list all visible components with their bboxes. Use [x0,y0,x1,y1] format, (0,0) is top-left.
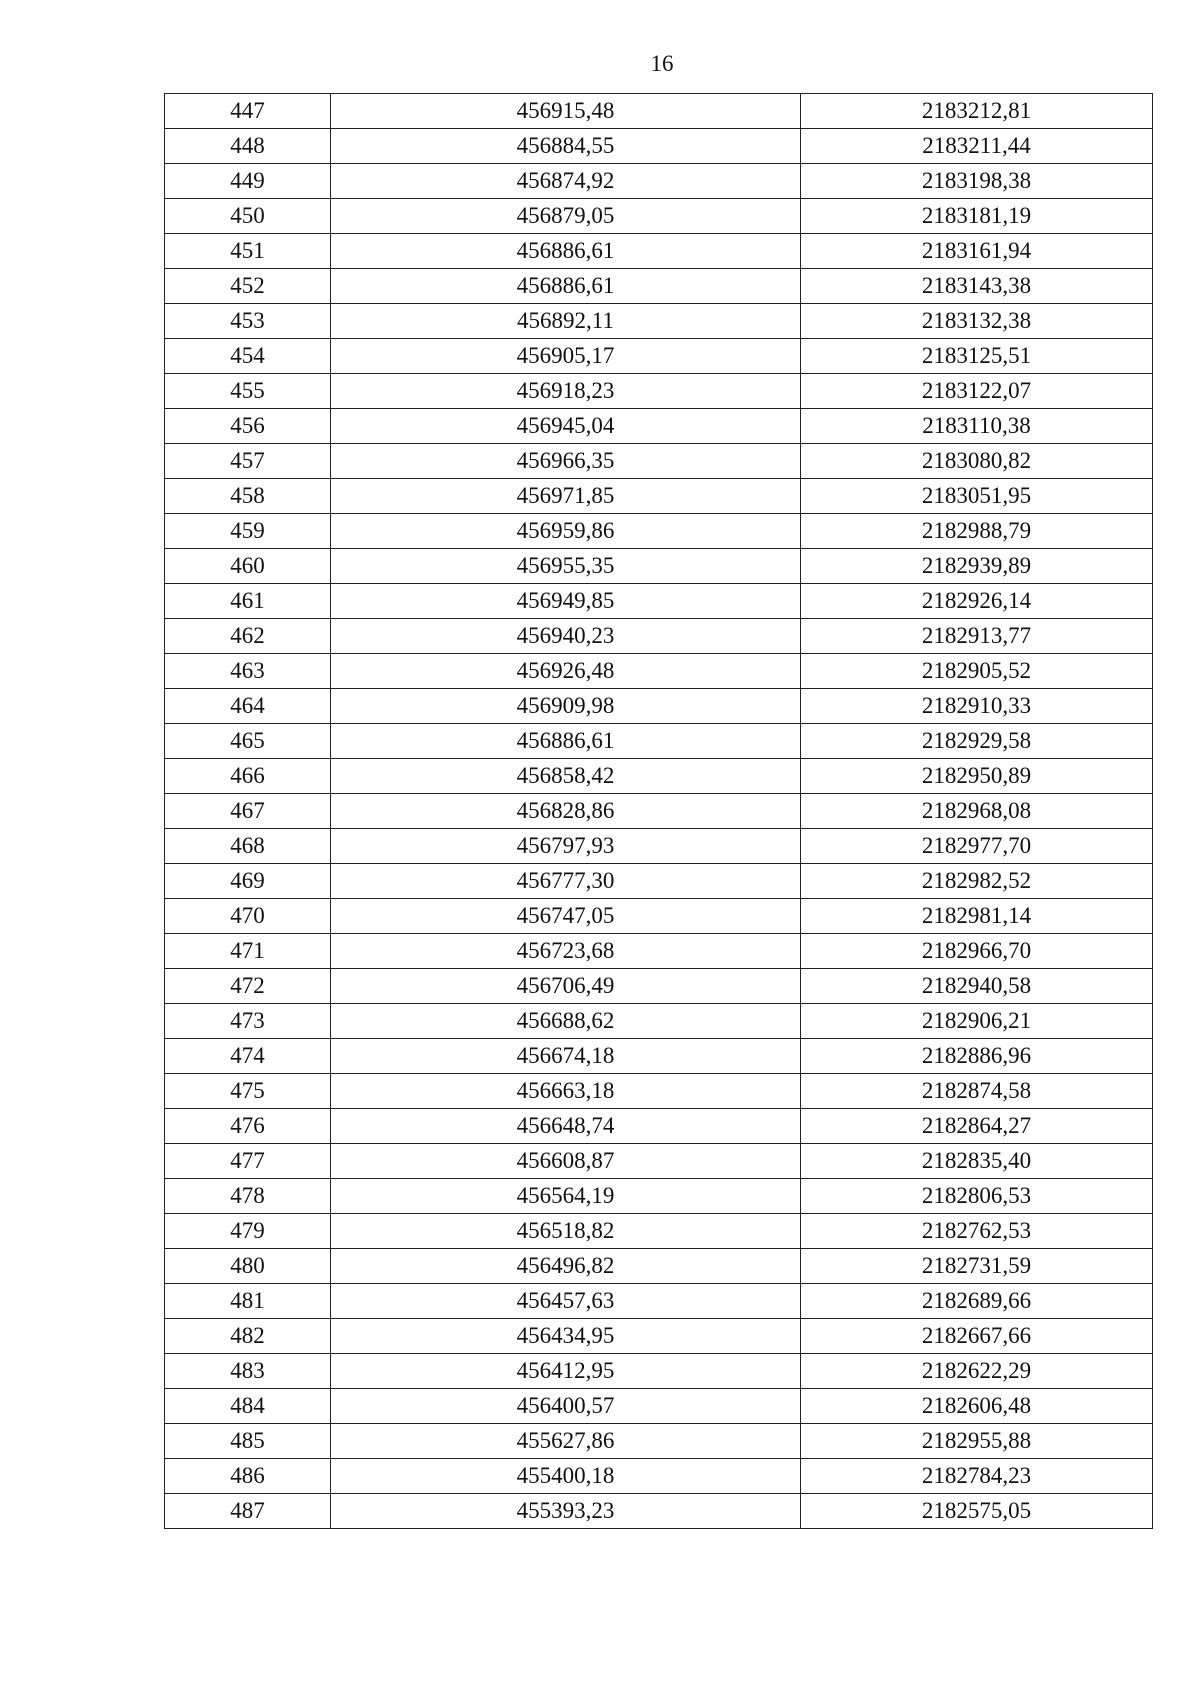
table-row [165,1109,1153,1144]
x-coordinate-cell: 456926,48 [331,654,801,689]
y-coordinate-cell: 2182874,58 [801,1074,1153,1109]
point-number-cell: 465 [165,724,331,759]
point-number-cell: 454 [165,339,331,374]
x-coordinate-cell: 456706,49 [331,969,801,1004]
y-coordinate-cell: 2182955,88 [801,1424,1153,1459]
table-row [165,584,1153,619]
y-coordinate-cell: 2183125,51 [801,339,1153,374]
table-row [165,969,1153,1004]
y-coordinate-cell: 2183211,44 [801,129,1153,164]
point-number-cell: 448 [165,129,331,164]
table-row [165,1214,1153,1249]
x-coordinate-cell: 456400,57 [331,1389,801,1424]
point-number-cell: 476 [165,1109,331,1144]
x-coordinate-cell: 456879,05 [331,199,801,234]
x-coordinate-cell: 456648,74 [331,1109,801,1144]
y-coordinate-cell: 2182939,89 [801,549,1153,584]
point-number-cell: 462 [165,619,331,654]
point-number-cell: 464 [165,689,331,724]
table-row [165,1284,1153,1319]
table-row [165,409,1153,444]
point-number-cell: 461 [165,584,331,619]
point-number-cell: 455 [165,374,331,409]
x-coordinate-cell: 456412,95 [331,1354,801,1389]
table-row [165,689,1153,724]
x-coordinate-cell: 456886,61 [331,724,801,759]
point-number-cell: 453 [165,304,331,339]
point-number-cell: 456 [165,409,331,444]
page-number: 16 [650,51,674,76]
point-number-cell: 485 [165,1424,331,1459]
y-coordinate-cell: 2182575,05 [801,1494,1153,1529]
y-coordinate-cell: 2182864,27 [801,1109,1153,1144]
point-number-cell: 475 [165,1074,331,1109]
table-row [165,514,1153,549]
x-coordinate-cell: 456434,95 [331,1319,801,1354]
table-row [165,654,1153,689]
x-coordinate-cell: 456496,82 [331,1249,801,1284]
table-row [165,549,1153,584]
x-coordinate-cell: 456884,55 [331,129,801,164]
table-row [165,1354,1153,1389]
x-coordinate-cell: 456688,62 [331,1004,801,1039]
y-coordinate-cell: 2183132,38 [801,304,1153,339]
y-coordinate-cell: 2182667,66 [801,1319,1153,1354]
point-number-cell: 452 [165,269,331,304]
y-coordinate-cell: 2182950,89 [801,759,1153,794]
point-number-cell: 473 [165,1004,331,1039]
table-row [165,1179,1153,1214]
y-coordinate-cell: 2182982,52 [801,864,1153,899]
y-coordinate-cell: 2183161,94 [801,234,1153,269]
point-number-cell: 451 [165,234,331,269]
point-number-cell: 474 [165,1039,331,1074]
point-number-cell: 463 [165,654,331,689]
x-coordinate-cell: 455627,86 [331,1424,801,1459]
table-row [165,479,1153,514]
table-row [165,759,1153,794]
point-number-cell: 478 [165,1179,331,1214]
table-row [165,339,1153,374]
table-row [165,1424,1153,1459]
y-coordinate-cell: 2183080,82 [801,444,1153,479]
y-coordinate-cell: 2182906,21 [801,1004,1153,1039]
y-coordinate-cell: 2182926,14 [801,584,1153,619]
table-row [165,1249,1153,1284]
table-row [165,199,1153,234]
y-coordinate-cell: 2183122,07 [801,374,1153,409]
point-number-cell: 480 [165,1249,331,1284]
table-row [165,1494,1153,1529]
point-number-cell: 483 [165,1354,331,1389]
point-number-cell: 459 [165,514,331,549]
table-row [165,269,1153,304]
table-row [165,234,1153,269]
table-row [165,129,1153,164]
x-coordinate-cell: 456905,17 [331,339,801,374]
point-number-cell: 471 [165,934,331,969]
point-number-cell: 468 [165,829,331,864]
y-coordinate-cell: 2182905,52 [801,654,1153,689]
point-number-cell: 470 [165,899,331,934]
y-coordinate-cell: 2183212,81 [801,94,1153,129]
table-row [165,1389,1153,1424]
table-row [165,899,1153,934]
x-coordinate-cell: 456915,48 [331,94,801,129]
x-coordinate-cell: 456892,11 [331,304,801,339]
x-coordinate-cell: 456674,18 [331,1039,801,1074]
y-coordinate-cell: 2182806,53 [801,1179,1153,1214]
table-row [165,794,1153,829]
y-coordinate-cell: 2182606,48 [801,1389,1153,1424]
y-coordinate-cell: 2183110,38 [801,409,1153,444]
point-number-cell: 486 [165,1459,331,1494]
point-number-cell: 482 [165,1319,331,1354]
table-row [165,724,1153,759]
point-number-cell: 466 [165,759,331,794]
x-coordinate-cell: 456777,30 [331,864,801,899]
x-coordinate-cell: 456971,85 [331,479,801,514]
x-coordinate-cell: 456945,04 [331,409,801,444]
y-coordinate-cell: 2182622,29 [801,1354,1153,1389]
y-coordinate-cell: 2182966,70 [801,934,1153,969]
point-number-cell: 472 [165,969,331,1004]
x-coordinate-cell: 456940,23 [331,619,801,654]
x-coordinate-cell: 456918,23 [331,374,801,409]
y-coordinate-cell: 2183143,38 [801,269,1153,304]
x-coordinate-cell: 456858,42 [331,759,801,794]
table-row [165,619,1153,654]
point-number-cell: 484 [165,1389,331,1424]
table-row [165,864,1153,899]
x-coordinate-cell: 456959,86 [331,514,801,549]
x-coordinate-cell: 456949,85 [331,584,801,619]
x-coordinate-cell: 456663,18 [331,1074,801,1109]
x-coordinate-cell: 456966,35 [331,444,801,479]
point-number-cell: 477 [165,1144,331,1179]
table-row [165,444,1153,479]
table-row [165,164,1153,199]
y-coordinate-cell: 2182731,59 [801,1249,1153,1284]
table-row [165,1039,1153,1074]
point-number-cell: 447 [165,94,331,129]
y-coordinate-cell: 2182886,96 [801,1039,1153,1074]
x-coordinate-cell: 456886,61 [331,269,801,304]
table-row [165,94,1153,129]
x-coordinate-cell: 456723,68 [331,934,801,969]
table-row [165,1074,1153,1109]
table-row [165,1319,1153,1354]
y-coordinate-cell: 2182977,70 [801,829,1153,864]
x-coordinate-cell: 456797,93 [331,829,801,864]
y-coordinate-cell: 2183198,38 [801,164,1153,199]
x-coordinate-cell: 455393,23 [331,1494,801,1529]
table-row [165,374,1153,409]
y-coordinate-cell: 2182913,77 [801,619,1153,654]
y-coordinate-cell: 2183181,19 [801,199,1153,234]
x-coordinate-cell: 456886,61 [331,234,801,269]
x-coordinate-cell: 456747,05 [331,899,801,934]
point-number-cell: 479 [165,1214,331,1249]
point-number-cell: 460 [165,549,331,584]
point-number-cell: 449 [165,164,331,199]
coordinates-table [164,93,1153,1529]
point-number-cell: 450 [165,199,331,234]
y-coordinate-cell: 2182689,66 [801,1284,1153,1319]
x-coordinate-cell: 456828,86 [331,794,801,829]
y-coordinate-cell: 2182835,40 [801,1144,1153,1179]
point-number-cell: 457 [165,444,331,479]
y-coordinate-cell: 2182929,58 [801,724,1153,759]
y-coordinate-cell: 2182988,79 [801,514,1153,549]
y-coordinate-cell: 2182762,53 [801,1214,1153,1249]
table-row [165,304,1153,339]
y-coordinate-cell: 2182784,23 [801,1459,1153,1494]
table-row [165,829,1153,864]
table-row [165,1004,1153,1039]
point-number-cell: 481 [165,1284,331,1319]
x-coordinate-cell: 456909,98 [331,689,801,724]
x-coordinate-cell: 456608,87 [331,1144,801,1179]
point-number-cell: 467 [165,794,331,829]
y-coordinate-cell: 2182968,08 [801,794,1153,829]
x-coordinate-cell: 456457,63 [331,1284,801,1319]
x-coordinate-cell: 456955,35 [331,549,801,584]
table-row [165,1144,1153,1179]
x-coordinate-cell: 455400,18 [331,1459,801,1494]
coordinates-table-body [165,94,1153,1529]
x-coordinate-cell: 456518,82 [331,1214,801,1249]
y-coordinate-cell: 2182981,14 [801,899,1153,934]
point-number-cell: 458 [165,479,331,514]
table-row [165,1459,1153,1494]
x-coordinate-cell: 456874,92 [331,164,801,199]
y-coordinate-cell: 2182940,58 [801,969,1153,1004]
y-coordinate-cell: 2183051,95 [801,479,1153,514]
point-number-cell: 487 [165,1494,331,1529]
point-number-cell: 469 [165,864,331,899]
x-coordinate-cell: 456564,19 [331,1179,801,1214]
table-row [165,934,1153,969]
y-coordinate-cell: 2182910,33 [801,689,1153,724]
